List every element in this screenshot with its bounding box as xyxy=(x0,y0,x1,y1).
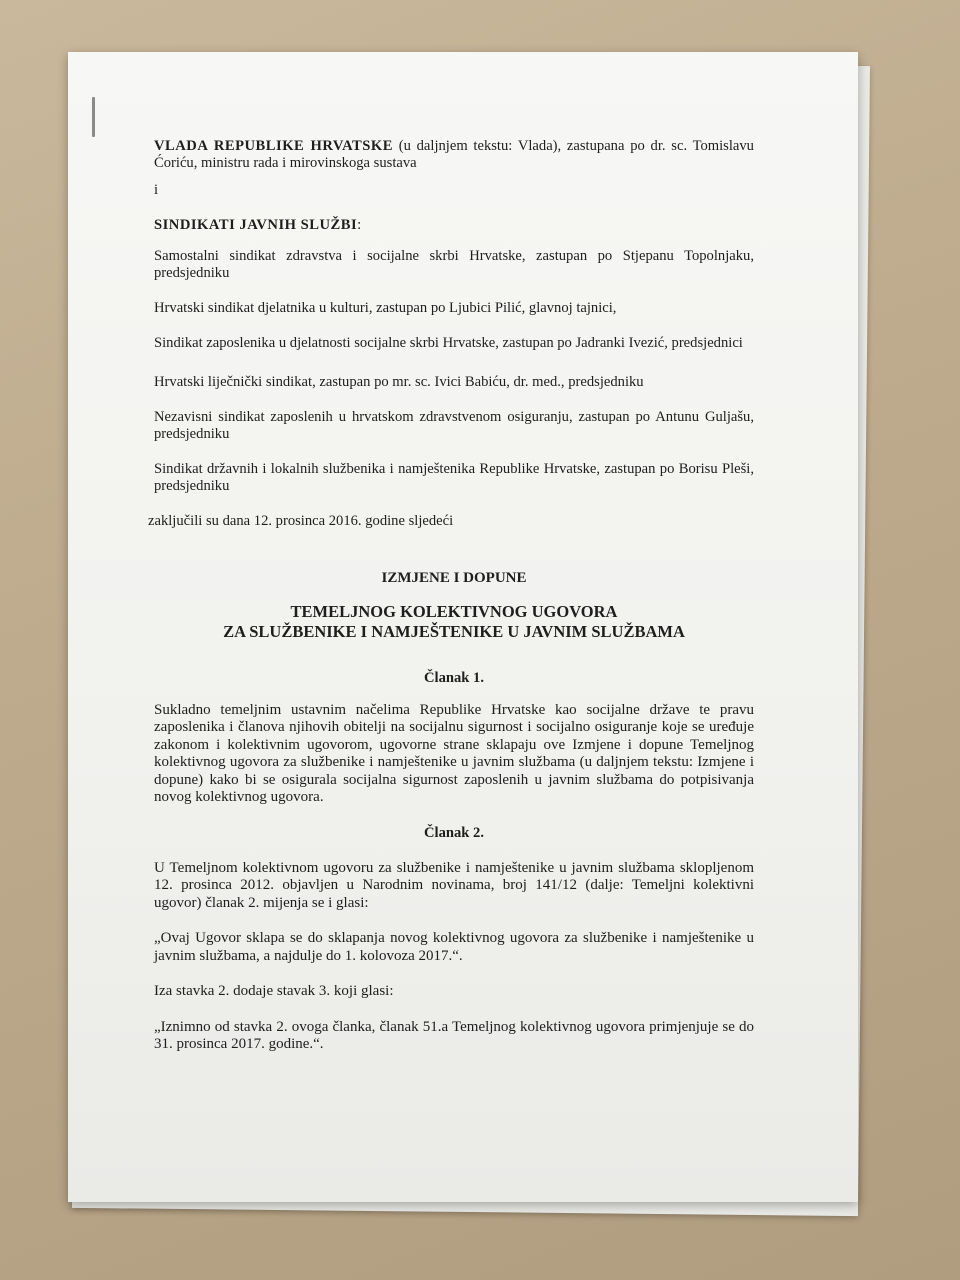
document-page xyxy=(68,52,858,1202)
party-unions-heading: SINDIKATI JAVNIH SLUŽBI: xyxy=(154,217,362,233)
conjunction: i xyxy=(154,182,159,198)
concluded-statement: zaključili su dana 12. prosinca 2016. godine sljedeći xyxy=(148,513,454,529)
union-item: Sindikat državnih i lokalnih službenika i namještenika Republike Hrvatske, zastupan po Borisu Pleši, predsjedniku xyxy=(154,461,754,494)
article-2-quote-2: „Iznimno od stavka 2. ovoga članka, članak 51.a Temeljnog kolektivnog ugovora primjenjuje se do 31. prosinca 2017. godine.“. xyxy=(154,1018,754,1053)
union-item: Nezavisni sindikat zaposlenih u hrvatskom zdravstvenom osiguranju, zastupan po Antunu Guljašu, predsjedniku xyxy=(154,409,754,442)
party-government-name: VLADA REPUBLIKE HRVATSKE xyxy=(154,138,393,154)
document-title-line-2: TEMELJNOG KOLEKTIVNOG UGOVORA ZA SLUŽBENIKE I NAMJEŠTENIKE U JAVNIM SLUŽBAMA xyxy=(223,602,685,641)
document-title-line-1: IZMJENE I DOPUNE xyxy=(381,570,527,586)
party-government-details: (u daljnjem tekstu: Vlada), zastupana po dr. sc. Tomislavu Ćoriću, ministru rada i mirovinskoga sustava xyxy=(154,138,754,171)
article-1-heading: Članak 1. xyxy=(423,670,484,686)
document-content xyxy=(148,138,754,1054)
staple-mark xyxy=(92,97,95,137)
article-2-quote-1: „Ovaj Ugovor sklapa se do sklapanja novog kolektivnog ugovora za službenike i namještenike u javnim službama, a najdulje do 1. kolovoza 2017.“. xyxy=(154,930,754,964)
article-1-text: Sukladno temeljnim ustavnim načelima Republike Hrvatske kao socijalne države te pravu zaposlenika i članova njihovih obitelji na socijalnu sigurnost i socijalno osiguranje koje se uređuje zakonom i kolektivnim ugovorom, ugovorne strane sklapaju ove Izmjene i dopune Temeljnog kolektivnog ugovora za službenike i namještenike u javnim službama (u daljnjem tekstu: Izmjene i dopune) kako bi se osigurala socijalna sigurnost zaposlenih u javnim službama do potpisivanja novog kolektivnog ugovora. xyxy=(154,701,754,806)
article-2-text-2: Iza stavka 2. dodaje stavak 3. koji glasi: xyxy=(154,983,394,1000)
article-2-heading: Članak 2. xyxy=(423,824,484,841)
article-2-text-1: U Temeljnom kolektivnom ugovoru za službenike i namještenike u javnim službama sklopljenom 12. prosinca 2012. objavljen u Narodnim novinama, broj 141/12 (dalje: Temeljni kolektivni ugovor) članak 2. mijenja se i glasi: xyxy=(154,859,754,911)
union-item: Hrvatski sindikat djelatnika u kulturi, zastupan po Ljubici Pilić, glavnoj tajnici, xyxy=(154,300,617,316)
party-government xyxy=(154,138,754,172)
union-item: Sindikat zaposlenika u djelatnosti socijalne skrbi Hrvatske, zastupan po Jadranki Ivezić, predsjednici xyxy=(154,335,743,351)
union-item: Hrvatski liječnički sindikat, zastupan po mr. sc. Ivici Babiću, dr. med., predsjedniku xyxy=(154,374,644,390)
document-title-line-3: ZA SLUŽBENIKE I NAMJEŠTENIKE U JAVNIM SLUŽBAMA xyxy=(223,622,685,641)
union-item: Samostalni sindikat zdravstva i socijalne skrbi Hrvatske, zastupan po Stjepanu Topolnjaku, predsjedniku xyxy=(154,248,754,281)
